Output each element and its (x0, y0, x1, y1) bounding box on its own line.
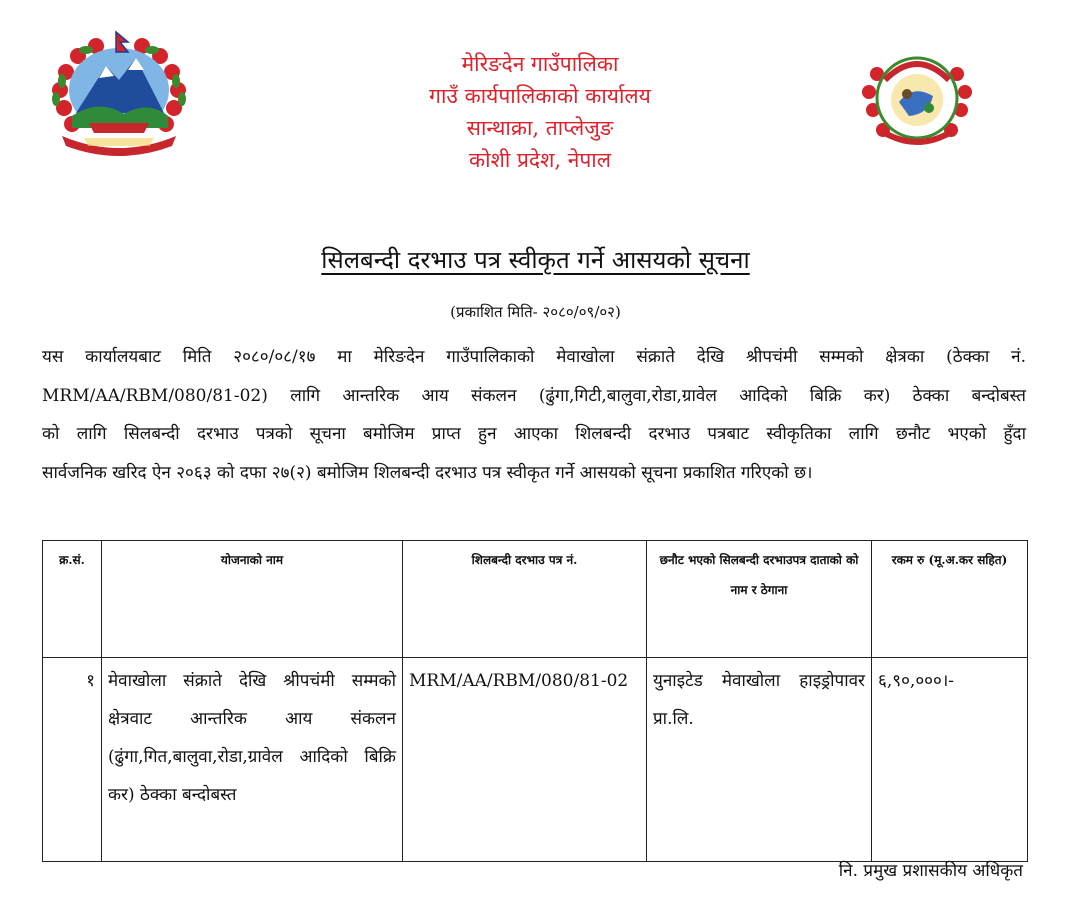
municipality-seal-icon (853, 40, 981, 156)
nepal-emblem-icon (44, 28, 194, 158)
header-serial: क्र.सं. (43, 541, 102, 658)
cell-bidder: युनाइटेड मेवाखोला हाइड्रोपावर प्रा.लि. (647, 658, 872, 862)
office-address: सान्थाक्रा, ताप्लेजुङ (466, 116, 614, 140)
table-header-row (43, 541, 1028, 658)
notice-body-line: सार्वजनिक खरिद ऐन २०६३ को दफा २७(२) बमोजिम शिलबन्दी दरभाउ पत्र स्वीकृत गर्ने आसयको सूचना प्रकाशित गरिएको छ। (42, 462, 813, 483)
notice-body-line: यस कार्यालयबाट मिति २०८०/०८/१७ मा मेरिङदेन गाउँपालिकाको मेवाखोला संक्राते देखि श्रीपचंमी सम्मको क्षेत्रका (ठेक्का नं. (42, 347, 1026, 367)
notice-body-line: को लागि सिलबन्दी दरभाउ पत्रको सूचना बमोजिम प्राप्त हुन आएका शिलबन्दी दरभाउ पत्रबाट स्वीकृतिका लागि छनौट भएको हुँदा (42, 424, 1026, 444)
header-amount: रकम रु (मू.अ.कर सहित) (872, 541, 1028, 658)
cell-amount: ६,९०,०००।- (872, 658, 1028, 862)
selection-table (42, 540, 1028, 862)
table-row (43, 658, 1028, 862)
published-date: (प्रकाशित मिति- २०८०/०९/०२) (450, 303, 621, 321)
cell-tender-number: MRM/AA/RBM/080/81-02 (403, 658, 647, 862)
notice-body (42, 338, 1026, 492)
header-selected-bidder: छनौट भएको सिलबन्दी दरभाउपत्र दाताको को नाम र ठेगाना (647, 541, 872, 658)
province-country: कोशी प्रदेश, नेपाल (469, 148, 611, 172)
municipality-name: मेरिङदेन गाउँपालिका (461, 52, 619, 76)
notice-title: सिलबन्दी दरभाउ पत्र स्वीकृत गर्ने आसयको सूचना (321, 246, 750, 274)
signatory-title: नि. प्रमुख प्रशासकीय अधिकृत (838, 861, 1023, 881)
notice-body-line: MRM/AA/RBM/080/81-02) लागि आन्तरिक आय संकलन (ढुंगा,गिटी,बालुवा,रोडा,ग्रावेल आदिको बिक्रि कर) ठेक्का बन्दोबस्त (42, 385, 1026, 406)
header-tender-number: शिलबन्दी दरभाउ पत्र नं. (403, 541, 647, 658)
cell-project-name: मेवाखोला संक्राते देखि श्रीपचंमी सम्मको क्षेत्रवाट आन्तरिक आय संकलन (ढुंगा,गित,बालुवा,रोडा,ग्रावेल आदिको बिक्रि कर) ठेक्का बन्दोबस्त (102, 658, 403, 862)
office-name: गाउँ कार्यपालिकाको कार्यालय (429, 84, 651, 108)
cell-serial: १ (43, 658, 102, 862)
header-project-name: योजनाको नाम (102, 541, 403, 658)
office-header (360, 48, 720, 176)
